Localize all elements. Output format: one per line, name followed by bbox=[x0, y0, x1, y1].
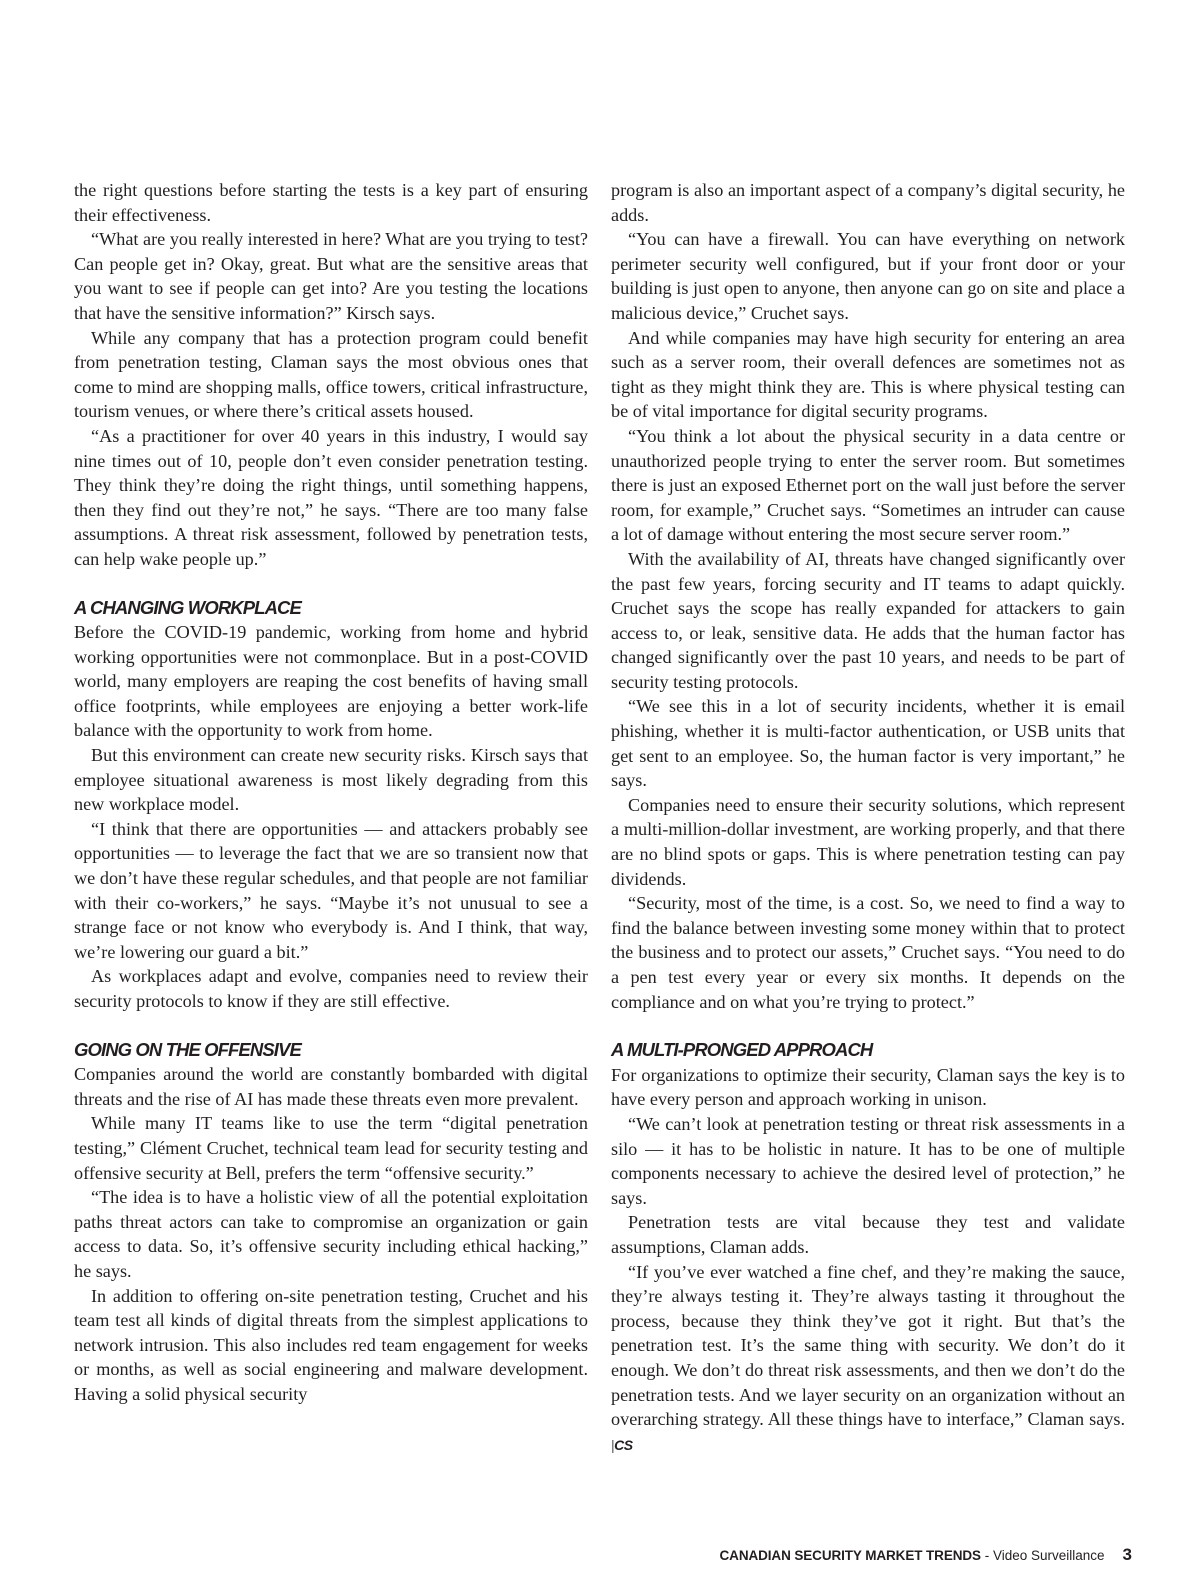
article-paragraph bbox=[74, 1111, 588, 1185]
paragraph-text: the right questions before starting the tests is a key part of ensuring their effectiveness. bbox=[74, 180, 588, 225]
section-heading-text: A CHANGING WORKPLACE bbox=[74, 596, 301, 618]
article-paragraph bbox=[74, 227, 588, 325]
paragraph-text: But this environment can create new security risks. Kirsch says that employee situational awareness is most likely degrading from this new workplace model. bbox=[74, 745, 588, 815]
paragraph-text: “You think a lot about the physical security in a data centre or unauthorized people trying to enter the server room. But sometimes there is just an exposed Ethernet port on the wall just before the server room, for example,” Cruchet says. “Sometimes an intruder can cause a lot of damage without entering the most secure server room.” bbox=[611, 425, 1125, 545]
paragraph-text: Companies around the world are constantly bombarded with digital threats and the rise of AI has made these threats even more prevalent. bbox=[74, 1064, 588, 1109]
section-heading-text: GOING ON THE OFFENSIVE bbox=[74, 1038, 301, 1060]
article-paragraph bbox=[74, 964, 588, 1013]
paragraph-text: program is also an important aspect of a company’s digital security, he adds. bbox=[611, 180, 1125, 225]
paragraph-text: “I think that there are opportunities — and attackers probably see opportunities — to leverage the fact that we are so transient now that we don’t have these regular schedules, and that people are not familiar with their co-workers,” he says. “Maybe it’s not unusual to see a strange face or not know who everybody is. And I think, that way, we’re lowering our guard a bit.” bbox=[74, 818, 588, 962]
page-footer bbox=[720, 1545, 1132, 1565]
article-paragraph bbox=[611, 694, 1125, 792]
article-paragraph bbox=[74, 743, 588, 817]
paragraph-text: “We can’t look at penetration testing or threat risk assessments in a silo — it has to be holistic in nature. It has to be one of multiple components necessary to achieve the desired level of protection,” he says. bbox=[611, 1113, 1125, 1208]
article-paragraph bbox=[74, 326, 588, 424]
section-heading bbox=[611, 1038, 1125, 1063]
section-heading bbox=[74, 1038, 588, 1063]
paragraph-text: Penetration tests are vital because they test and validate assumptions, Claman adds. bbox=[611, 1212, 1125, 1257]
footer-section: Video Surveillance bbox=[992, 1548, 1105, 1563]
section-heading-text: A MULTI-PRONGED APPROACH bbox=[611, 1039, 873, 1061]
article-paragraph bbox=[611, 1260, 1125, 1458]
end-of-article-mark bbox=[611, 1437, 633, 1453]
article-paragraph bbox=[611, 326, 1125, 424]
paragraph-text: “Security, most of the time, is a cost. So, we need to find a way to find the balance between investing some money within that to protect the business and to protect our assets,” Cruchet says. “You need to do a pen test every year or every six months. It depends on the compliance and on what you’re trying to protect.” bbox=[611, 893, 1125, 1012]
paragraph-text: While many IT teams like to use the term “digital penetration testing,” Clément Cruchet, technical team lead for security testing and offensive security at Bell, prefers the term “offensive security.” bbox=[74, 1113, 588, 1183]
paragraph-text: With the availability of AI, threats have changed significantly over the past few years, forcing security and IT teams to adapt quickly. Cruchet says the scope has really expanded for attackers to gain access to, or leak, sensitive data. He adds that the human factor has changed significantly over the past 10 years, and needs to be part of security testing protocols. bbox=[611, 548, 1125, 692]
footer-publication: CANADIAN SECURITY MARKET TRENDS bbox=[719, 1548, 981, 1563]
article-column-right bbox=[611, 178, 1125, 1457]
paragraph-text: Companies need to ensure their security solutions, which represent a multi-million-dollar investment, are working properly, and that there are no blind spots or gaps. This is where penetration testing can pay dividends. bbox=[611, 794, 1125, 889]
article-paragraph bbox=[611, 547, 1125, 695]
paragraph-text: Before the COVID-19 pandemic, working from home and hybrid working opportunities were not commonplace. But in a post-COVID world, many employers are reaping the cost benefits of having small office footprints, while employees are enjoying a better work-life balance with the opportunity to work from home. bbox=[74, 622, 588, 741]
page-number: 3 bbox=[1122, 1545, 1132, 1564]
article-column-left bbox=[74, 178, 588, 1407]
paragraph-text: “We see this in a lot of security incidents, whether it is email phishing, whether it is multi-factor authentication, or USB units that get sent to an employee. So, the human factor is very important,” he says. bbox=[611, 696, 1125, 791]
article-paragraph bbox=[74, 620, 588, 743]
article-paragraph bbox=[74, 178, 588, 227]
paragraph-text: “If you’ve ever watched a fine chef, and they’re making the sauce, they’re always testing it. They’re always tasting it throughout the process, because they think they’ve got it right. But that’s the penetration test. It’s the same thing with security. We don’t do it enough. We don’t do threat risk assessments, and then we don’t do the penetration tests. And we layer security on an organization without an overarching strategy. All these things have to interface,” Claman says. bbox=[611, 1261, 1125, 1430]
article-paragraph bbox=[611, 793, 1125, 891]
paragraph-text: “As a practitioner for over 40 years in this industry, I would say nine times out of 10, people don’t even consider penetration testing. They think they’re doing the right things, until something happens, then they find out they’re not,” he says. “There are too many false assumptions. A threat risk assessment, followed by penetration tests, can help wake people up.” bbox=[74, 425, 588, 569]
article-paragraph bbox=[611, 891, 1125, 1014]
article-paragraph bbox=[74, 424, 588, 572]
end-mark-text: CS bbox=[614, 1436, 633, 1453]
article-paragraph bbox=[74, 817, 588, 965]
article-paragraph bbox=[611, 227, 1125, 325]
article-paragraph bbox=[74, 1062, 588, 1111]
paragraph-text: “The idea is to have a holistic view of all the potential exploitation paths threat actors can take to compromise an organization or gain access to data. So, it’s offensive security including ethical hacking,” he says. bbox=[74, 1187, 588, 1281]
footer-separator: - bbox=[980, 1548, 993, 1563]
article-paragraph bbox=[74, 1284, 588, 1407]
paragraph-text: “What are you really interested in here? What are you trying to test? Can people get in? Okay, great. But what are the sensitive areas that you want to see if people can get into? Are you testing the locations that have the sensitive information?” Kirsch says. bbox=[74, 229, 588, 323]
end-mark-bar: | bbox=[611, 1436, 615, 1453]
paragraph-text: And while companies may have high security for entering an area such as a server room, their overall defences are sometimes not as tight as they might think they are. This is where physical testing can be of vital importance for digital security programs. bbox=[611, 327, 1125, 422]
article-paragraph bbox=[611, 424, 1125, 547]
paragraph-text: In addition to offering on-site penetration testing, Cruchet and his team test all kinds of digital threats from the simplest applications to network intrusion. This also includes red team engagement for weeks or months, as well as social engineering and malware development. Having a solid physical security bbox=[74, 1285, 588, 1404]
paragraph-text: “You can have a firewall. You can have everything on network perimeter security well configured, but if your front door or your building is just open to anyone, then anyone can go on site and place a malicious device,” Cruchet says. bbox=[611, 229, 1125, 323]
paragraph-text: While any company that has a protection program could benefit from penetration testing, Claman says the most obvious ones that come to mind are shopping malls, office towers, critical infrastructure, tourism venues, or where there’s critical assets housed. bbox=[74, 327, 588, 422]
article-paragraph bbox=[611, 178, 1125, 227]
paragraph-text: As workplaces adapt and evolve, companies need to review their security protocols to know if they are still effective. bbox=[74, 966, 588, 1011]
article-paragraph bbox=[74, 1185, 588, 1283]
paragraph-text: For organizations to optimize their security, Claman says the key is to have every person and approach working in unison. bbox=[611, 1064, 1125, 1110]
article-paragraph bbox=[611, 1210, 1125, 1259]
section-heading bbox=[74, 596, 588, 621]
article-paragraph bbox=[611, 1112, 1125, 1210]
article-paragraph bbox=[611, 1063, 1125, 1112]
